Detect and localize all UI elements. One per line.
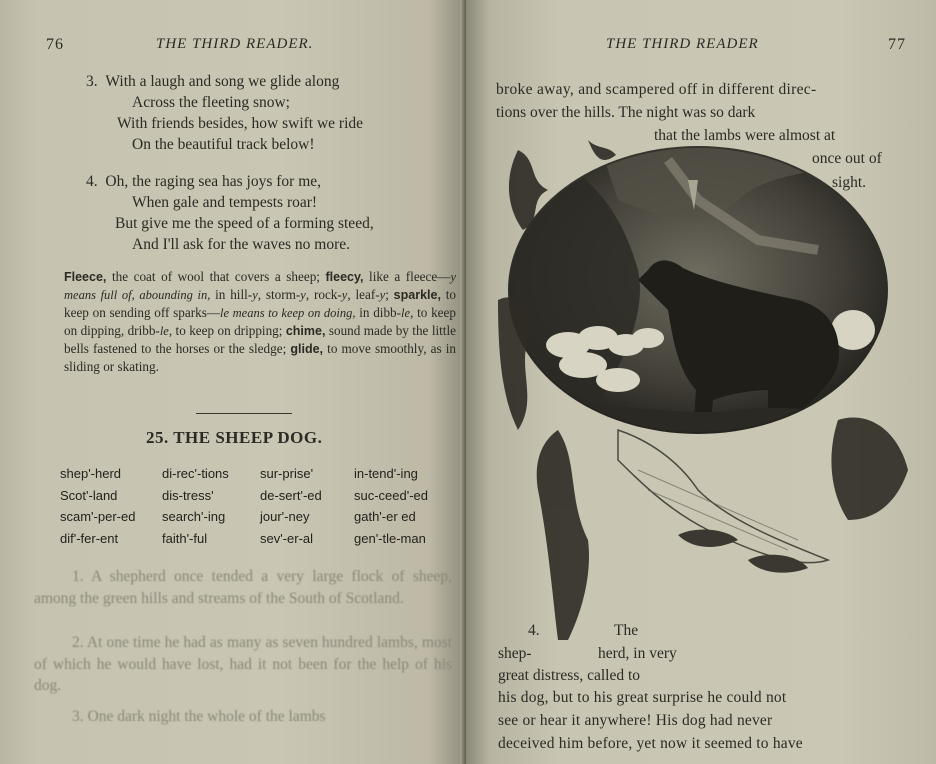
spelling-word: shep'-herd — [60, 466, 122, 481]
lesson-title: 25. THE SHEEP DOG. — [146, 428, 323, 447]
spelling-word: in-tend'-ing — [354, 466, 418, 481]
stanza-number: 4. — [86, 173, 98, 190]
stanza-3 — [86, 71, 363, 155]
section-divider — [196, 413, 292, 414]
spelling-word: Scot'-land — [60, 487, 118, 503]
verse-line: Across the fleeting snow; — [132, 94, 290, 111]
text-line: his dog, but to his great surprise he could not — [498, 689, 787, 706]
running-title-right: THE THIRD READER — [606, 36, 759, 52]
text-line: The — [614, 622, 639, 639]
page-number-left: 76 — [46, 36, 64, 53]
stanza-number: 3. — [86, 73, 98, 90]
spelling-word: search'-ing — [162, 509, 226, 524]
glossary-notes: Fleece, the coat of wool that covers a sheep; fleecy, like a fleece—y means full of, abounding in, in hill-y, storm-y, rock-y, leaf-y; sparkle, to keep on sending off sparks—le means to keep on doing, in dibb-le, to keep on dipping, dribb-le, to keep on dripping; chime, sound made by the little bells fastened to the horses or the sledge; glide, to move smoothly, as in sliding or skating. — [64, 269, 457, 374]
paragraph-number: 4. — [528, 622, 540, 639]
running-title-left: THE THIRD READER. — [156, 36, 314, 52]
text-line: that the lambs were almost at — [654, 127, 836, 144]
spelling-word: jour'-ney — [260, 509, 310, 524]
text-line: deceived him before, yet now it seemed to have — [498, 735, 803, 752]
spelling-word: scam'-per-ed — [60, 509, 136, 524]
left-page — [0, 0, 466, 764]
text-line: tions over the hills. The night was so dark — [496, 104, 756, 121]
paragraph-3: 3. One dark night the whole of the lambs — [72, 708, 326, 725]
spelling-word: gath'-er ed — [354, 509, 416, 524]
stanza-4 — [86, 171, 374, 255]
spelling-column-3 — [260, 463, 322, 549]
spelling-word: dis-tress' — [162, 487, 214, 503]
text-line: herd, in very — [598, 645, 677, 662]
spelling-word: faith'-ful — [162, 530, 208, 546]
spelling-word: sur-prise' — [260, 466, 314, 481]
paragraph-2: 2. At one time he had as many as seven hundred lambs, most of which he would have lost, had it not been for the help of his dog. — [34, 634, 452, 694]
verse-line: With a laugh and song we glide along — [105, 73, 340, 90]
spelling-word: dif'-fer-ent — [60, 530, 119, 546]
spelling-word: gen'-tle-man — [354, 530, 426, 546]
text-line: shep- — [498, 645, 532, 662]
verse-line: But give me the speed of a forming steed, — [115, 215, 374, 232]
sheep-dog-illustration — [498, 140, 918, 660]
verse-line: And I'll ask for the waves no more. — [132, 236, 351, 253]
spelling-word: de-sert'-ed — [260, 487, 322, 503]
spelling-column-1 — [60, 463, 135, 549]
page-number-right: 77 — [888, 36, 906, 53]
spelling-word: sev'-er-al — [260, 530, 314, 546]
verse-line: On the beautiful track below! — [132, 136, 315, 153]
verse-line: When gale and tempests roar! — [132, 194, 318, 211]
spelling-column-2 — [162, 463, 229, 549]
text-line: sight. — [832, 174, 867, 191]
spelling-word: di-rec'-tions — [162, 466, 229, 481]
spelling-word: suc-ceed'-ed — [354, 487, 429, 503]
verse-line: With friends besides, how swift we ride — [117, 115, 364, 132]
verse-line: Oh, the raging sea has joys for me, — [105, 173, 322, 190]
text-line: broke away, and scampered off in different direc- — [496, 81, 817, 98]
text-line: great distress, called to — [498, 667, 641, 684]
spelling-column-4 — [354, 463, 428, 549]
paragraph-1: 1. A shepherd once tended a very large flock of sheep, among the green hills and streams of the South of Scotland. — [34, 568, 452, 607]
text-line: see or hear it anywhere! His dog had never — [498, 712, 773, 729]
text-line: once out of — [812, 150, 882, 167]
